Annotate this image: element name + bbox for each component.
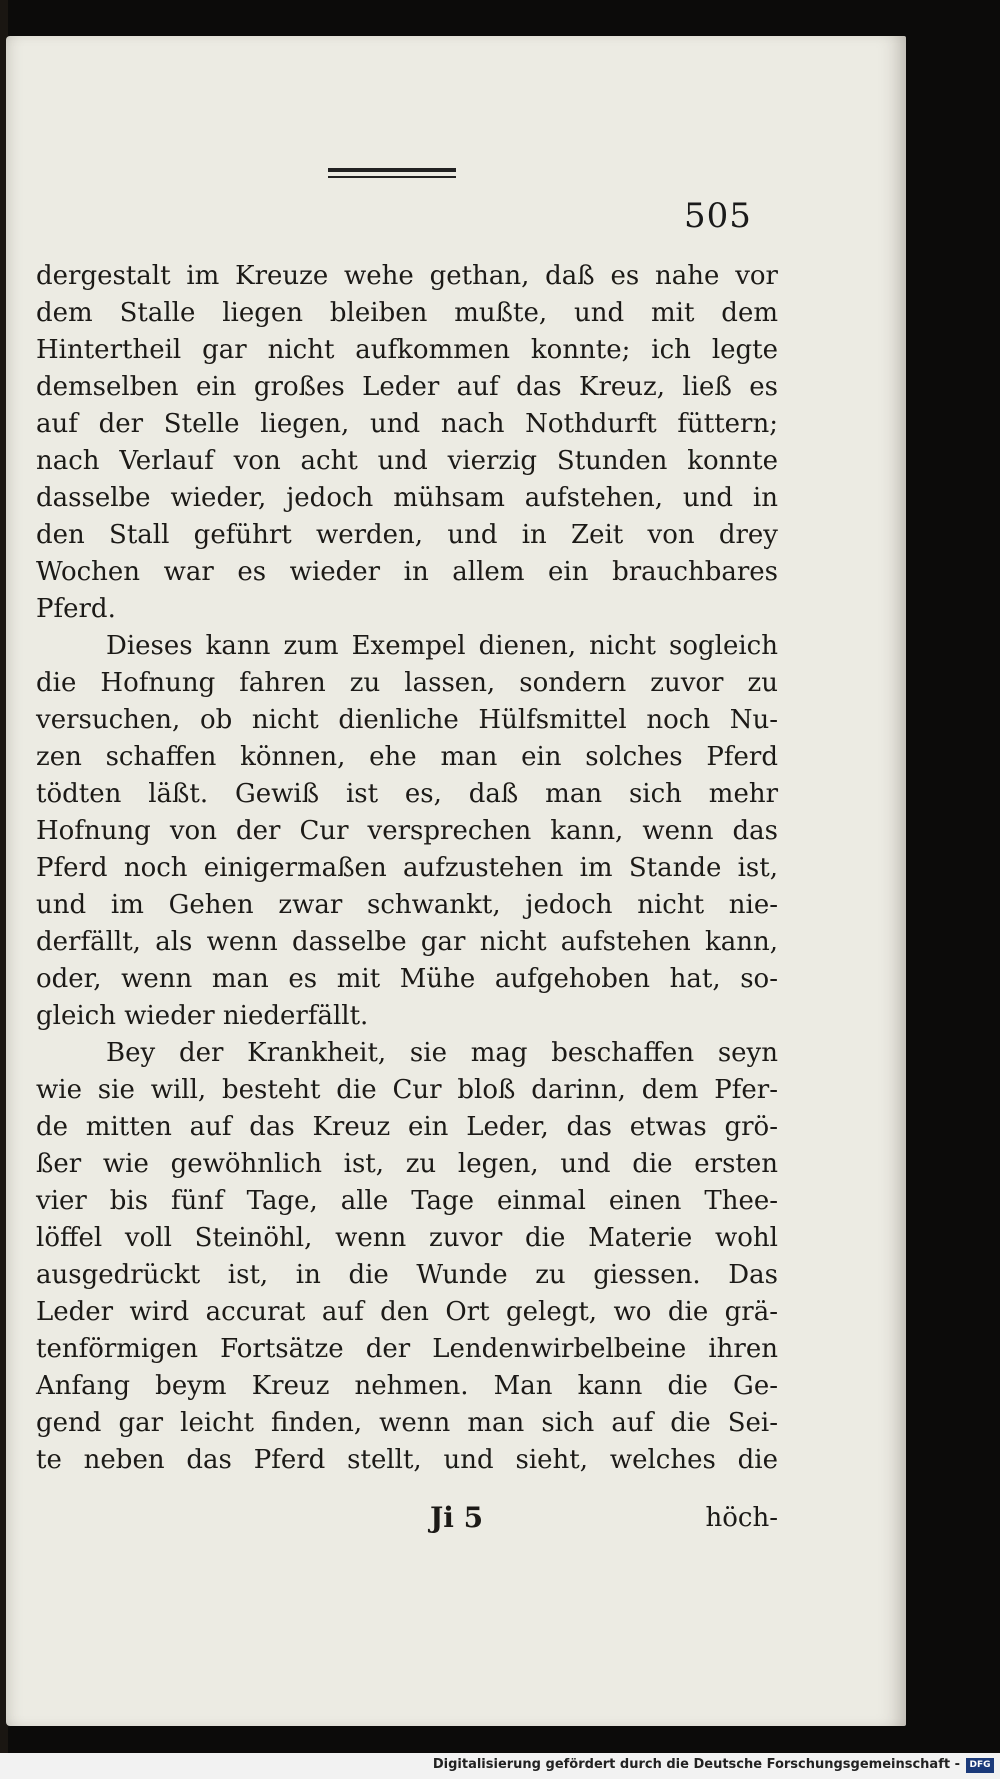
text-line: de mitten auf das Kreuz ein Leder, das etwas grö- (36, 1112, 778, 1142)
page-footer (36, 1498, 778, 1542)
text-line: die Hofnung fahren zu lassen, sondern zuvor zu (36, 668, 778, 698)
text-line: dasselbe wieder, jedoch mühsam aufstehen, und in (36, 483, 778, 513)
header-ornament-rule (328, 168, 456, 172)
text-line: derfällt, als wenn dasselbe gar nicht aufstehen kann, (36, 927, 778, 957)
text-line: zen schaffen können, ehe man ein solches Pferd (36, 742, 778, 772)
text-line: Hofnung von der Cur versprechen kann, wenn das (36, 816, 778, 846)
text-line: wie sie will, besteht die Cur bloß darinn, dem Pfer- (36, 1075, 778, 1105)
text-line: Hintertheil gar nicht aufkommen konnte; ich legte (36, 335, 778, 365)
text-line: gend gar leicht finden, wenn man sich auf die Sei- (36, 1408, 778, 1438)
text-line: ßer wie gewöhnlich ist, zu legen, und die ersten (36, 1149, 778, 1179)
text-line: Anfang beym Kreuz nehmen. Man kann die Ge- (36, 1371, 778, 1401)
text-line: versuchen, ob nicht dienliche Hülfsmittel noch Nu- (36, 705, 778, 735)
book-page (6, 36, 906, 1726)
text-line: Pferd. (36, 594, 116, 624)
text-line: oder, wenn man es mit Mühe aufgehoben hat, so- (36, 964, 778, 994)
catchword: höch- (705, 1503, 778, 1533)
page-number: 505 (684, 196, 752, 236)
text-line: Wochen war es wieder in allem ein brauchbares (36, 557, 778, 587)
paragraph-start-line: Bey der Krankheit, sie mag beschaffen seyn (106, 1038, 778, 1068)
text-line: den Stall geführt werden, und in Zeit von drey (36, 520, 778, 550)
body-text (36, 258, 778, 1479)
paragraph-start-line: Dieses kann zum Exempel dienen, nicht sogleich (106, 631, 778, 661)
text-line: löffel voll Steinöhl, wenn zuvor die Materie wohl (36, 1223, 778, 1253)
text-line: gleich wieder niederfällt. (36, 1001, 369, 1031)
text-line: tödten läßt. Gewiß ist es, daß man sich mehr (36, 779, 778, 809)
text-line: dergestalt im Kreuze wehe gethan, daß es nahe vor (36, 261, 778, 291)
text-line: Pferd noch einigermaßen aufzustehen im Stande ist, (36, 853, 778, 883)
dfg-logo-icon: DFG (966, 1758, 994, 1773)
text-line: Leder wird accurat auf den Ort gelegt, wo die grä- (36, 1297, 778, 1327)
text-line: tenförmigen Fortsätze der Lendenwirbelbeine ihren (36, 1334, 778, 1364)
digitization-credit-bar (0, 1753, 1000, 1779)
text-line: ausgedrückt ist, in die Wunde zu giessen. Das (36, 1260, 778, 1290)
digitization-credit-text: Digitalisierung gefördert durch die Deutsche Forschungsgemeinschaft - (432, 1757, 960, 1772)
text-line: nach Verlauf von acht und vierzig Stunden konnte (36, 446, 778, 476)
text-line: und im Gehen zwar schwankt, jedoch nicht nie- (36, 890, 778, 920)
text-line: dem Stalle liegen bleiben mußte, und mit dem (36, 298, 778, 328)
text-line: auf der Stelle liegen, und nach Nothdurft füttern; (36, 409, 778, 439)
signature-mark: Ji 5 (430, 1501, 484, 1534)
text-line: vier bis fünf Tage, alle Tage einmal einen Thee- (36, 1186, 778, 1216)
text-line: te neben das Pferd stellt, und sieht, welches die (36, 1445, 778, 1475)
text-line: demselben ein großes Leder auf das Kreuz, ließ es (36, 372, 778, 402)
